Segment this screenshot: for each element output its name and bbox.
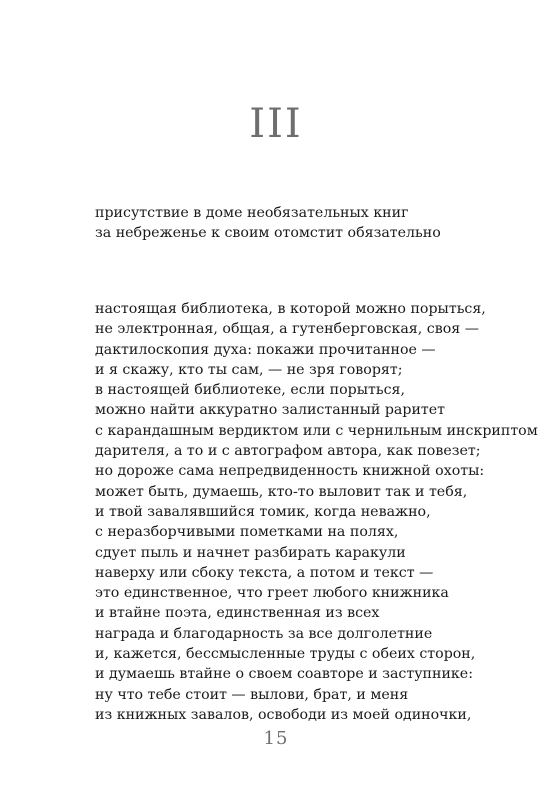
poem-line: не электронная, общая, а гутенберговская, своя — bbox=[95, 321, 479, 338]
poem-line: с карандашным вердиктом или с чернильным инскриптом bbox=[95, 422, 538, 439]
poem-line: это единственное, что греет любого книжника bbox=[95, 585, 449, 602]
poem-line: наверху или сбоку текста, а потом и текст — bbox=[95, 564, 434, 581]
poem-line: может быть, думаешь, кто-то выловит так и тебя, bbox=[95, 483, 468, 500]
poem-line: можно найти аккуратно залистанный раритет bbox=[95, 402, 446, 419]
poem-line: дарителя, а то и с автографом автора, как повезет; bbox=[95, 443, 481, 460]
poem-line: из книжных завалов, освободи из моей одиночки, bbox=[95, 706, 472, 723]
poem-line: с неразборчивыми пометками на полях, bbox=[95, 524, 399, 541]
poem-line: дактилоскопия духа: покажи прочитанное — bbox=[95, 341, 436, 358]
poem-line: награда и благодарность за все долголетние bbox=[95, 625, 433, 642]
main-stanza bbox=[95, 299, 538, 725]
poem-line: сдует пыль и начнет разбирать каракули bbox=[95, 544, 406, 561]
page-number: 15 bbox=[263, 728, 289, 749]
poem-line: и я скажу, кто ты сам, — не зря говорят; bbox=[95, 361, 403, 378]
epigraph-stanza bbox=[95, 203, 515, 244]
poem-line: и твой завалявшийся томик, когда неважно, bbox=[95, 503, 431, 520]
poem-line: и, кажется, бессмысленные труды с обеих сторон, bbox=[95, 646, 476, 663]
poem-line: но дороже сама непредвиденность книжной охоты: bbox=[95, 463, 485, 480]
poem-line: за небреженье к своим отомстит обязательно bbox=[95, 225, 441, 242]
chapter-number: III bbox=[249, 101, 303, 147]
poem-line: в настоящей библиотеке, если порыться, bbox=[95, 382, 405, 399]
poem-line: настоящая библиотека, в которой можно порыться, bbox=[95, 301, 486, 317]
poem-line: присутствие в доме необязательных книг bbox=[95, 205, 409, 221]
poem-line: и втайне поэта, единственная из всех bbox=[95, 605, 380, 622]
poem-line: ну что тебе стоит — вылови, брат, и меня bbox=[95, 686, 409, 703]
poem-line: и думаешь втайне о своем соавторе и заступнике: bbox=[95, 666, 473, 683]
